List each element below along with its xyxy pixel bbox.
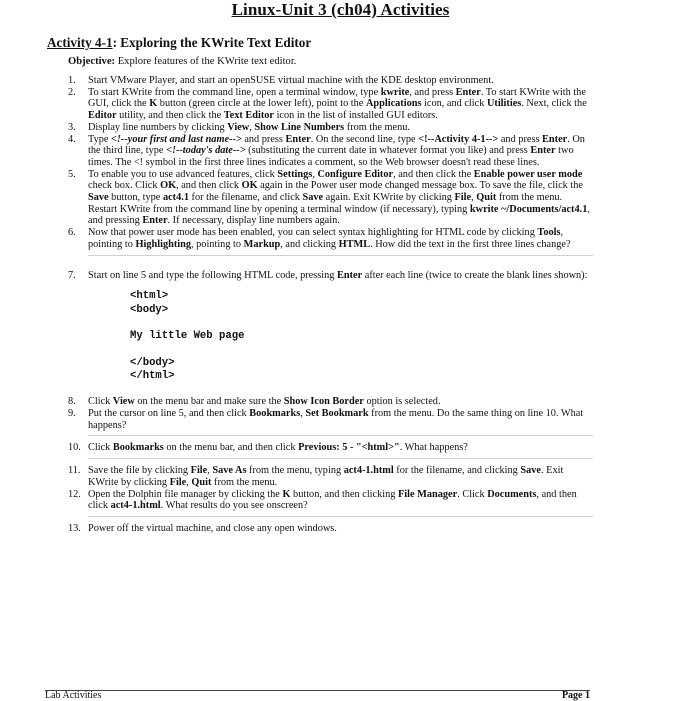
step-number: 13. (68, 522, 81, 534)
step-number: 12. (68, 488, 81, 500)
activity-code: Activity 4-1 (47, 35, 113, 50)
step-text: Type <!--your first and last name--> and press Enter. On the second line, type <!--Activity 4-1--> and press Enter. On the third line, type <!--today's date--> (substituting the current date in whatever format you like) and press Enter two times. The <! symbol in the first three lines indicates a comment, so the Web browser doesn't read these lines. (88, 133, 585, 168)
step-item (68, 465, 593, 488)
step-item (68, 270, 593, 282)
step-text: Now that power user mode has been enabled, you can select syntax highlighting for HTML code by clicking Tools, pointing to Highlighting, pointing to Markup, and clicking HTML. How did the text in the first three lines change? (88, 227, 571, 250)
step-number: 8. (68, 396, 76, 408)
step-number: 6. (68, 227, 76, 239)
step-number: 10. (68, 442, 81, 454)
step-text: Start on line 5 and type the following HTML code, pressing Enter after each line (twice to create the blank lines shown): (88, 269, 588, 281)
code-line (130, 317, 593, 330)
step-text: Put the cursor on line 5, and then click Bookmarks, Set Bookmark from the menu. Do the same thing on line 10. What happens? (88, 408, 584, 431)
step-text: To enable you to use advanced features, click Settings, Configure Editor, and then click the Enable power user mode check box. Click OK, and then click OK again in the Power user mode changed message box. To save the file, click the Save button, type act4.1 for the filename, and click Save again. Exit KWrite by clicking File, Quit from the menu. Restart KWrite from the command line by opening a terminal window (if necessary), typing kwrite ~/Documents/act4.1, and pressing Enter. If necessary, display line numbers again. (88, 168, 590, 227)
step-number: 7. (68, 269, 76, 281)
code-line: <html> (130, 290, 169, 303)
step-text: Power off the virtual machine, and close any open windows. (88, 522, 337, 534)
step-number: 2. (68, 86, 76, 98)
page-footer (45, 690, 590, 701)
step-number: 1. (68, 75, 76, 86)
step-item (68, 523, 593, 535)
page-title: Linux-Unit 3 (ch04) Activities (231, 0, 450, 19)
step-text: Display line numbers by clicking View, Show Line Numbers from the menu. (88, 121, 410, 133)
code-line: <body> (130, 303, 169, 316)
step-item (68, 75, 593, 87)
step-item (68, 408, 593, 431)
step-number: 9. (68, 408, 76, 420)
answer-line (88, 435, 593, 436)
step-item (68, 489, 593, 512)
code-line: </body> (130, 356, 175, 369)
code-line: </html> (130, 370, 175, 383)
step-text: Click Bookmarks on the menu bar, and then click Previous: 5 - "<html>". What happens? (88, 442, 468, 454)
code-line: My little Web page (130, 330, 245, 343)
activity-heading (47, 35, 311, 51)
step-item (68, 122, 593, 134)
footer-left: Lab Activities (45, 690, 102, 701)
step-item (68, 227, 593, 250)
step-text: Open the Dolphin file manager by clicking the K button, and then clicking File Manager. Click Documents, and then click act4-1.html. What results do you see onscreen? (88, 488, 577, 512)
step-item (68, 134, 593, 169)
step-text: Save the file by clicking File, Save As from the menu, typing act4-1.html for the filename, and clicking Save. Exit KWrite by clicking File, Quit from the menu. (88, 465, 564, 488)
html-code-block (130, 290, 593, 383)
step-item (68, 396, 593, 408)
footer-page-number: Page 1 (561, 690, 590, 701)
step-number: 3. (68, 121, 76, 133)
code-line (130, 343, 593, 356)
steps-list (68, 75, 593, 535)
answer-line (88, 458, 593, 459)
answer-line (88, 255, 593, 256)
objective-label: Objective: (68, 56, 116, 67)
activity-name: : Exploring the KWrite Text Editor (112, 35, 312, 50)
step-number: 11. (68, 465, 81, 477)
objective (68, 56, 296, 67)
step-text: Start VMware Player, and start an openSUSE virtual machine with the KDE desktop environment. (88, 75, 494, 86)
step-item (68, 442, 593, 454)
step-number: 5. (68, 168, 76, 180)
step-item (68, 169, 593, 228)
step-text: To start KWrite from the command line, open a terminal window, type kwrite, and press Enter. To start KWrite with the GUI, click the K button (green circle at the lower left), point to the Applications icon, and click Utilities. Next, click the Editor utility, and then click the Text Editor icon in the list of installed GUI editors. (88, 86, 587, 122)
step-number: 4. (68, 133, 76, 145)
answer-line (88, 516, 593, 517)
step-text: Click View on the menu bar and make sure the Show Icon Border option is selected. (88, 396, 441, 408)
objective-text: Explore features of the KWrite text editor. (115, 56, 297, 67)
step-item (68, 87, 593, 122)
